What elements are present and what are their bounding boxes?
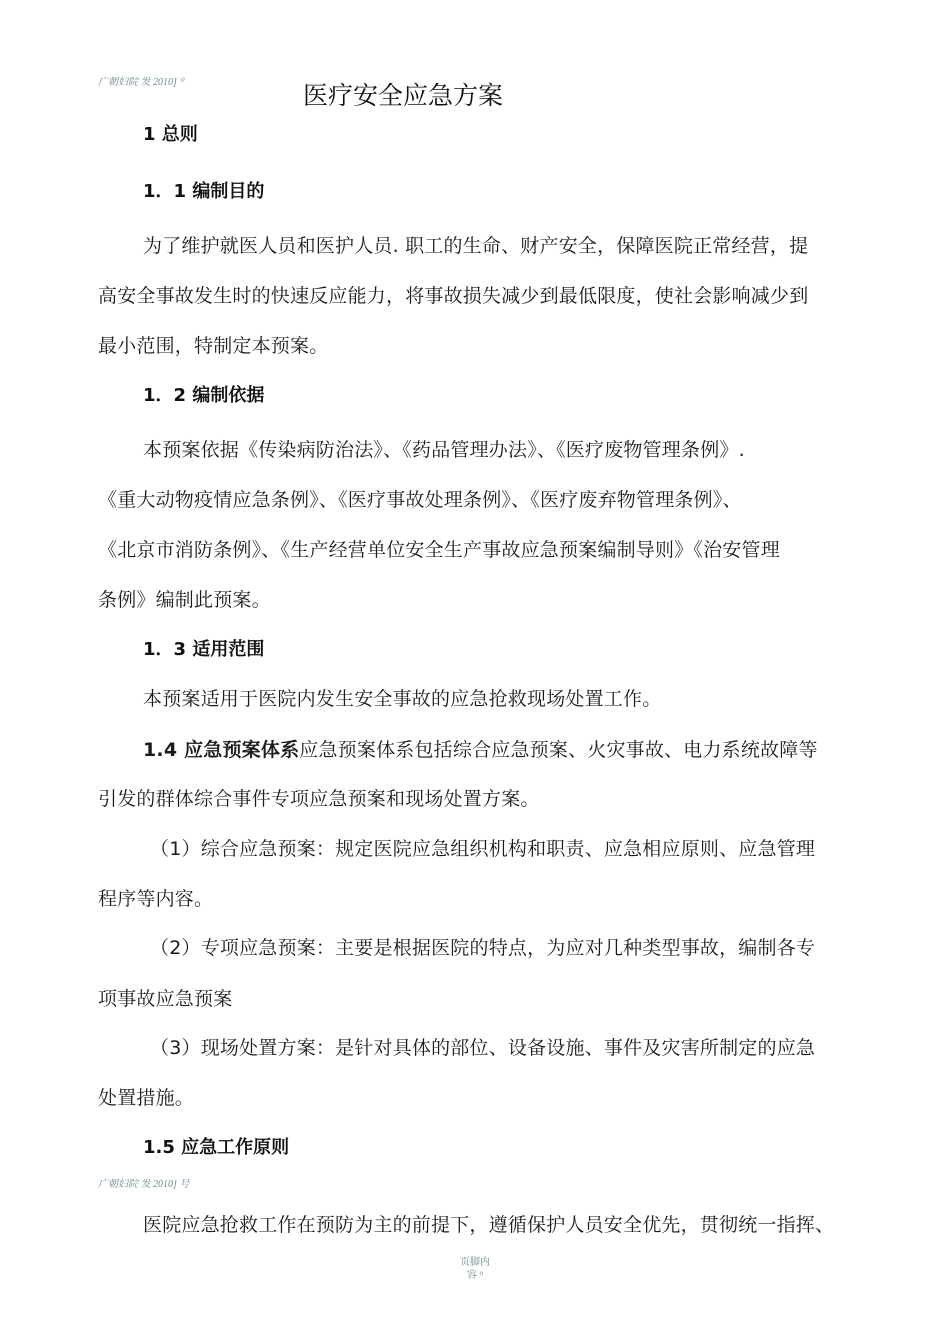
heading-basis: 1．2 编制依据: [143, 385, 265, 406]
heading-purpose: 1．1 编制目的: [143, 181, 265, 202]
paragraph-line: 程序等内容。: [98, 888, 214, 910]
paragraph-line: 为了维护就医人员和医护人员. 职工的生命、财产安全，保障医院正常经营，提: [143, 235, 809, 257]
mid-note: 广朝妇院 发 2010] 号: [98, 1179, 190, 1190]
paragraph-line: 《重大动物疫情应急条例》、《医疗事故处理条例》、《医疗废弃物管理条例》、: [98, 489, 742, 511]
page-title: 医疗安全应急方案: [303, 81, 504, 110]
heading-system: 1.4 应急预案体系: [143, 739, 300, 761]
heading-scope: 1．3 适用范围: [143, 639, 265, 660]
paragraph-line: 最小范围，特制定本预案。: [98, 335, 329, 357]
paragraph-line: 引发的群体综合事件专项应急预案和现场处置方案。: [98, 788, 540, 810]
list-item: （2）专项应急预案：主要是根据医院的特点，为应对几种类型事故，编制各专: [150, 937, 816, 959]
paragraph-line: 《北京市消防条例》、《生产经营单位安全生产事故应急预案编制导则》《治安管理: [98, 539, 780, 561]
paragraph-line: 高安全事故发生时的快速反应能力，将事故损失减少到最低限度，使社会影响减少到: [98, 285, 809, 307]
list-item: （1）综合应急预案：规定医院应急组织机构和职责、应急相应原则、应急管理: [150, 838, 816, 860]
paragraph-line: 项事故应急预案: [98, 988, 233, 1010]
paragraph-line: 本预案适用于医院内发生安全事故的应急抢救现场处置工作。: [143, 688, 662, 710]
paragraph-text: 应急预案体系包括综合应急预案、火灾事故、电力系统故障等: [299, 739, 818, 761]
heading-principles: 1.5 应急工作原则: [143, 1137, 290, 1158]
paragraph-line: 本预案依据《传染病防治法》、《药品管理办法》、《医疗废物管理条例》.: [143, 439, 745, 461]
footer-line: 容 ⁹: [467, 1270, 483, 1281]
paragraph-line: 医院应急抢救工作在预防为主的前提下，遵循保护人员安全优先，贯彻统一指挥、: [143, 1214, 835, 1236]
paragraph-line: 处置措施。: [98, 1087, 195, 1109]
page-footer: [455, 1256, 495, 1282]
header-note: 广朝妇院 发 2010] ⁰: [98, 77, 184, 88]
heading-general: 1 总则: [143, 124, 198, 145]
paragraph-line: [143, 735, 818, 762]
list-item: （3）现场处置方案：是针对具体的部位、设备设施、事件及灾害所制定的应急: [150, 1037, 816, 1059]
footer-line: 页脚内: [460, 1257, 490, 1268]
paragraph-line: 条例》编制此预案。: [98, 589, 271, 611]
